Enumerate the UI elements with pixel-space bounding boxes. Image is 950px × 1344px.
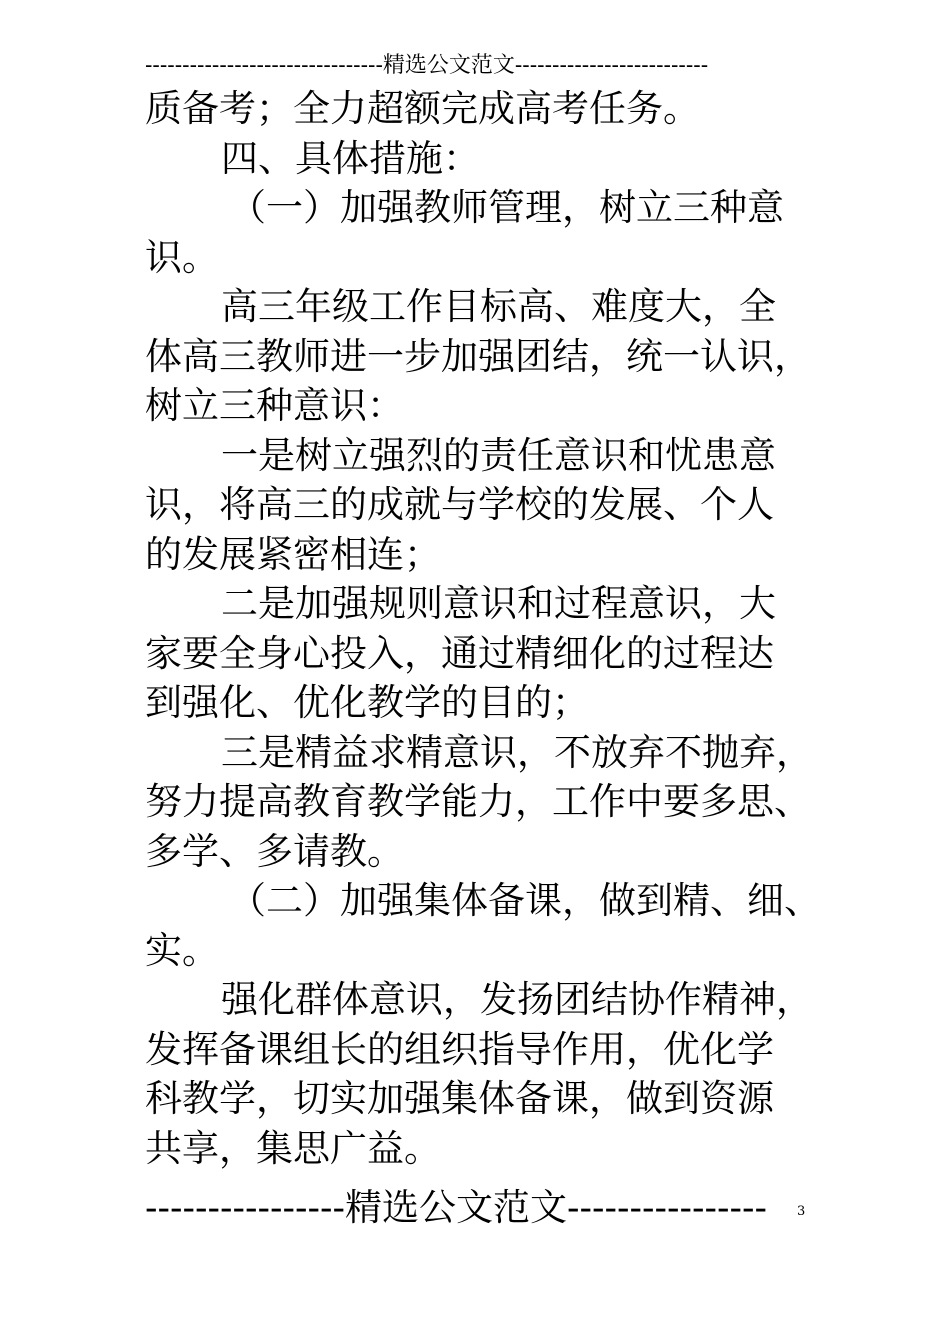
- body-line: 多学、多请教。: [145, 829, 404, 873]
- subsection-heading-continued: 识。: [145, 235, 219, 279]
- paragraph-start: 一是树立强烈的责任意识和忧患意: [221, 433, 776, 477]
- body-line: 质备考；全力超额完成高考任务。: [145, 87, 700, 130]
- body-line: 的发展紧密相连；: [145, 532, 441, 576]
- subsection-heading: （一）加强教师管理，树立三种意: [229, 186, 784, 229]
- paragraph-start: 强化群体意识，发扬团结协作精神，: [221, 978, 813, 1021]
- body-line: 体高三教师进一步加强团结，统一认识，: [145, 334, 811, 378]
- body-line: 科教学，切实加强集体备课，做到资源: [145, 1077, 774, 1120]
- body-line: 到强化、优化教学的目的；: [145, 681, 589, 724]
- paragraph-start: 二是加强规则意识和过程意识，大: [221, 582, 776, 625]
- paragraph-start: 高三年级工作目标高、难度大，全: [221, 285, 776, 328]
- body-line: 树立三种意识：: [145, 384, 404, 427]
- page-number: 3: [797, 1204, 806, 1219]
- subsection-heading-continued: 实。: [145, 928, 219, 972]
- document-body: [145, 84, 825, 1173]
- body-line: 共享，集思广益。: [145, 1126, 441, 1170]
- body-line: 识，将高三的成就与学校的发展、个人: [145, 483, 774, 526]
- page-footer: ----------------精选公文范文----------------: [145, 1186, 768, 1229]
- page-header: --------------------------------精选公文范文--------------------------: [145, 53, 709, 78]
- body-line: 家要全身心投入，通过精细化的过程达: [145, 631, 774, 675]
- body-line: 努力提高教育教学能力，工作中要多思、: [145, 780, 811, 823]
- body-line: 发挥备课组长的组织指导作用，优化学: [145, 1027, 774, 1071]
- subsection-heading: （二）加强集体备课，做到精、细、: [229, 879, 821, 922]
- section-heading: 四、具体措施：: [221, 136, 480, 180]
- paragraph-start: 三是精益求精意识，不放弃不抛弃，: [221, 730, 813, 774]
